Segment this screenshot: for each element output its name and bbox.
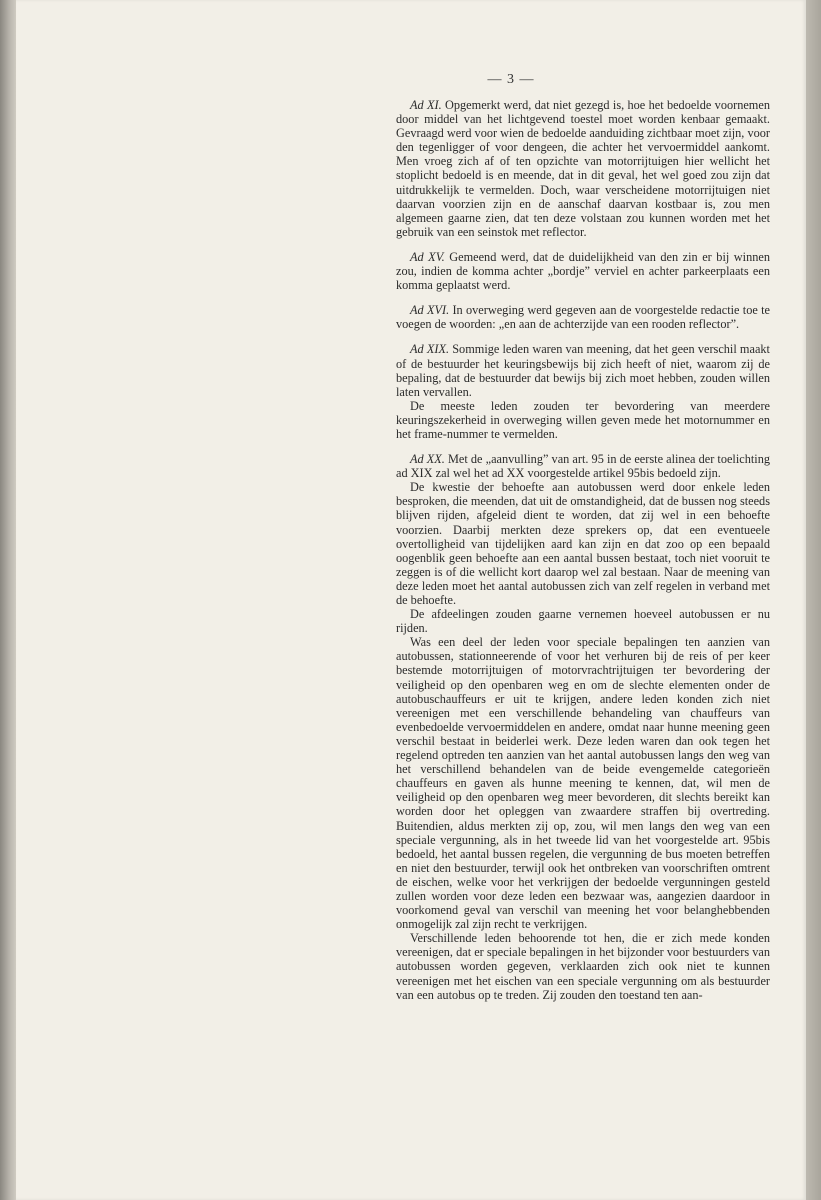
- paragraph-verschillende-leden: [396, 931, 770, 1001]
- section-ref: Ad XV.: [410, 249, 445, 264]
- paragraph-ad-xix-2: [396, 399, 770, 441]
- paragraph-text: Opgemerkt werd, dat niet gezegd is, hoe het bedoelde voornemen door middel van het lichtgevend toestel moet worden kenbaar gemaakt. Gevraagd werd voor wien de bedoelde aanduiding zichtbaar moet zijn, voor den tegenligger of voor dengeen, die achter het vervoermiddel aankomt. Men vroeg zich af of ten opzichte van motorrijtuigen hier wellicht het stoplicht bedoeld is en meende, dat in dit geval, het wel goed zou zijn dat uitdrukkelijk te vermelden. Doch, waar verscheidene motorrijtuigen niet daarvan voorzien zijn en de aanschaf daarvan kostbaar is, zou men algemeen gaarne zien, dat ten deze volstaan zou kunnen worden met het gebruik van een seinstok met reflector.: [396, 98, 770, 239]
- section-ref: Ad XIX.: [410, 342, 450, 357]
- paragraph-speciale-bepalingen: [396, 635, 770, 931]
- paragraph-ad-xv: [396, 250, 770, 292]
- section-ref: Ad XI.: [410, 98, 442, 112]
- paragraph-text: Gemeend werd, dat de duidelijkheid van den zin er bij winnen zou, indien de komma achter „bordje” verviel en achter parkeerplaats een komma geplaatst werd.: [396, 249, 771, 293]
- section-ref: Ad XX.: [410, 452, 445, 467]
- paragraph-text: De afdeelingen zouden gaarne vernemen hoeveel autobussen er nu rijden.: [396, 607, 770, 636]
- paragraph-ad-xx: [396, 452, 770, 480]
- paragraph-afdeelingen: [396, 607, 770, 635]
- paragraph-text: Sommige leden waren van meening, dat het geen verschil maakt of de bestuurder het keuringsbewijs bij zich heeft of niet, waarom zij de bepaling, dat de bestuurder dat bewijs bij zich moet hebben, zouden willen laten vervallen.: [396, 342, 770, 399]
- page-binding: [0, 0, 16, 1200]
- paragraph-text: Verschillende leden behoorende tot hen, die er zich mede konden vereenigen, dat er speciale bepalingen in het bijzonder voor bestuurders van autobussen worden gegeven, verklaarden zich ook niet te kunnen vereenigen met het eischen van een speciale vergunning om als bestuurder van een autobus op te treden. Zij zouden den toestand ten aan-: [396, 931, 770, 1002]
- paragraph-text: Met de „aanvulling” van art. 95 in de eerste alinea der toelichting ad XIX zal wel het ad XX voorgestelde artikel 95bis bedoeld zijn.: [396, 452, 770, 481]
- page-number: — 3 —: [487, 72, 535, 87]
- paragraph-text: De meeste leden zouden ter bevordering van meerdere keuringszekerheid in overweging willen geven mede het motornummer en het frame-nummer te vermelden.: [396, 398, 770, 441]
- paragraph-text: De kwestie der behoefte aan autobussen werd door enkele leden besproken, die meenden, dat uit de omstandigheid, dat de bussen nog steeds blijven rijden, afgeleid dient te worden, dat zij wel in een behoefte voorzien. Daarbij merkten deze sprekers op, dat een eventueele overtolligheid van tijdelijken aard kan zijn en dat zoo op een bepaald oogenblik geen behoefte aan een aantal bussen bestaat, toch niet vooruit te zeggen is of die wellicht kort daarop wel zal bestaan. Naar de meening van deze leden moet het aantal autobussen zich van zelf regelen in verband met de behoefte.: [396, 480, 770, 607]
- document-body: [396, 98, 770, 1002]
- paragraph-ad-xvi: [396, 303, 770, 331]
- page-edge: [806, 0, 821, 1200]
- paragraph-autobussen-behoefte: [396, 480, 770, 607]
- paragraph-ad-xi: [396, 98, 770, 239]
- paragraph-text: Was een deel der leden voor speciale bepalingen ten aanzien van autobussen, stationneerende of voor het verhuren bij de reis of per keer bestemde motorrijtuigen of motorvrachtrijtuigen ter bevordering der veiligheid op den openbaren weg en om de slechte elementen onder de autobuschauffeurs er uit te krijgen, andere leden konden zich niet vereenigen met een verschillende behandeling van chauffeurs van evenbedoelde vervoermiddelen en andere, omdat naar hunne meening geen verschil bestaat in beiderlei werk. Deze leden waren dan ook tegen het regelend optreden ten aanzien van het aantal autobussen langs den weg van het verschillend behandelen van de beide evengemelde categorieën chauffeurs en gaven als hunne meening te kennen, dat, wil men de veiligheid op den openbaren weg meer bevorderen, dit slechts bereikt kan worden door het opleggen van zwaardere straffen bij overtreding. Buitendien, aldus merkten zij op, zou, wil men langs den weg van een speciale vergunning, als in het tweede lid van het voorgestelde art. 95bis bedoeld, het aantal bussen regelen, die vergunning de bus moeten betreffen en niet den bestuurder, terwijl ook het ontbreken van voorschriften omtrent de eischen, welke voor het verkrijgen der bedoelde vergunningen gesteld zullen worden voor deze leden een bezwaar was, aangezien daardoor in voorkomend geval van verschil van meening het voor belanghebbenden onmogelijk zal zijn recht te verkrijgen.: [396, 635, 770, 932]
- section-ref: Ad XVI.: [410, 303, 450, 318]
- paragraph-text: In overweging werd gegeven aan de voorgestelde redactie toe te voegen de woorden: „en aan de achterzijde van een rooden reflector”.: [396, 303, 770, 332]
- paragraph-ad-xix: [396, 342, 770, 398]
